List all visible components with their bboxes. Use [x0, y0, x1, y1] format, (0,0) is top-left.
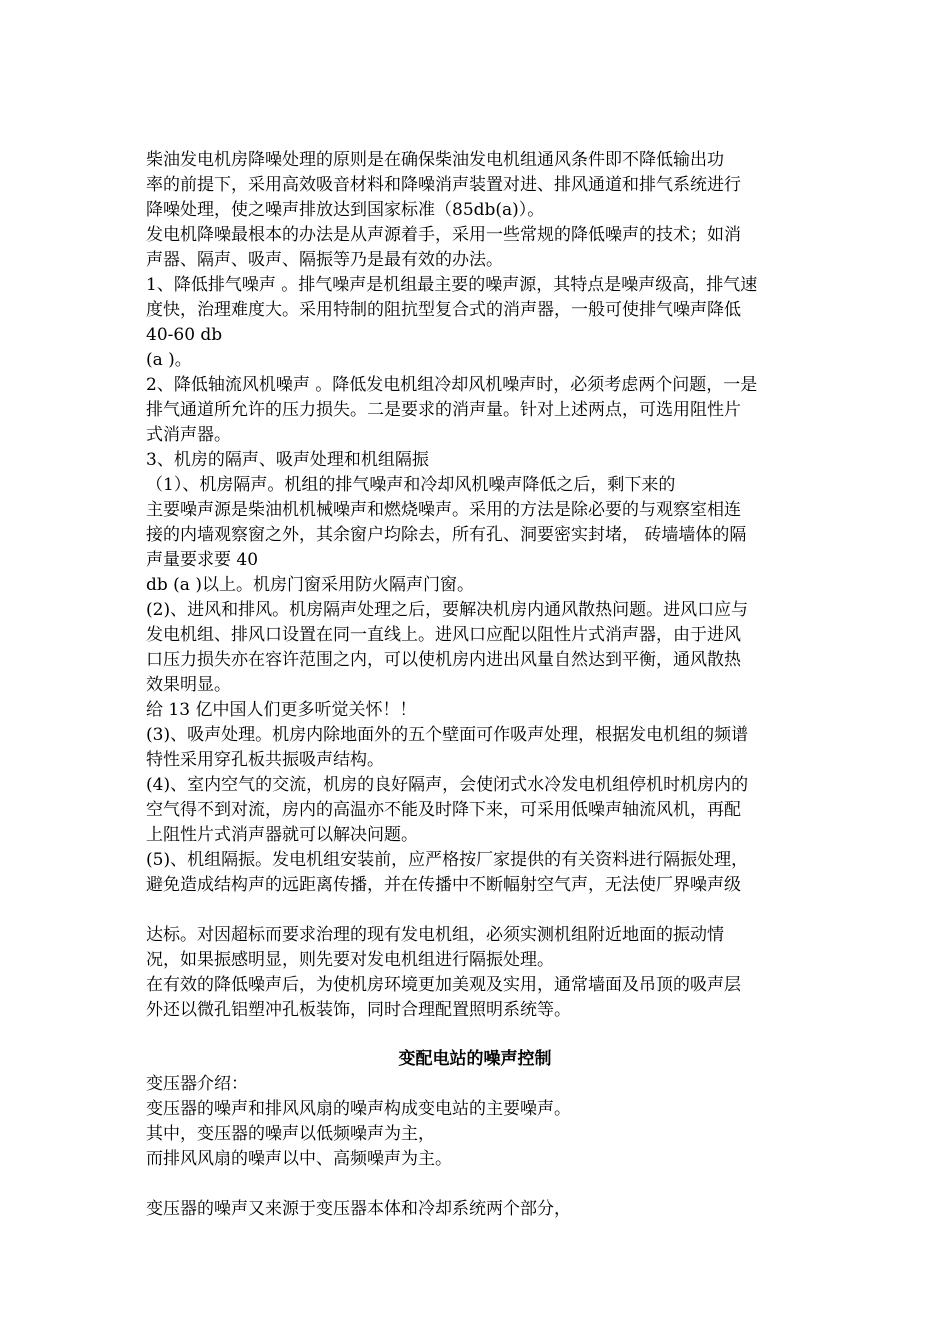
text-line: 特性采用穿孔板共振吸声结构。: [146, 750, 384, 770]
section-heading: 变配电站的噪声控制: [398, 1049, 552, 1069]
text-line: 而排风风扇的噪声以中、高频噪声为主。: [146, 1149, 452, 1169]
text-line: 达标。对因超标而要求治理的现有发电机组，必须实测机组附近地面的振动情: [146, 925, 724, 945]
text-line: 主要噪声源是柴油机机械噪声和燃烧噪声。采用的方法是除必要的与观察室相连: [146, 500, 741, 520]
text-line: 度快，治理难度大。采用特制的阻抗型复合式的消声器，一般可使排气噪声降低: [146, 300, 741, 320]
text-line: 发电机降噪最根本的办法是从声源着手，采用一些常规的降低噪声的技术；如消: [146, 225, 741, 245]
text-line: 式消声器。: [146, 425, 231, 445]
text-line: (5)、机组隔振。发电机组安装前，应严格按厂家提供的有关资料进行隔振处理，: [146, 850, 749, 870]
text-line: 发电机组、排风口设置在同一直线上。进风口应配以阻性片式消声器，由于进风: [146, 625, 741, 645]
text-line: 给 13 亿中国人们更多听觉关怀！！: [146, 700, 417, 720]
text-line: 效果明显。: [146, 675, 231, 695]
text-line: 降噪处理，使之噪声排放达到国家标准（85db(a)）。: [146, 200, 545, 220]
text-line: 外还以微孔铝塑冲孔板装饰，同时合理配置照明系统等。: [146, 1000, 571, 1020]
text-line: 2、降低轴流风机噪声 。降低发电机组冷却风机噪声时，必须考虑两个问题，一是: [146, 375, 758, 395]
text-line: db (a )以上。机房门窗采用防火隔声门窗。: [146, 575, 474, 595]
text-line: 变压器的噪声和排风风扇的噪声构成变电站的主要噪声。: [146, 1099, 571, 1119]
text-line: 声器、隔声、吸声、隔振等乃是最有效的办法。: [146, 250, 503, 270]
text-line: 避免造成结构声的远距离传播，并在传播中不断幅射空气声，无法使厂界噪声级: [146, 875, 741, 895]
text-line: 声量要求要 40: [146, 550, 259, 570]
text-line: (2)、进风和排风。机房隔声处理之后，要解决机房内通风散热问题。进风口应与: [146, 600, 749, 620]
text-line: 况，如果振感明显，则先要对发电机组进行隔振处理。: [146, 950, 554, 970]
text-line: (3)、吸声处理。机房内除地面外的五个壁面可作吸声处理，根据发电机组的频谱: [146, 725, 749, 745]
text-line: 空气得不到对流，房内的高温亦不能及时降下来，可采用低噪声轴流风机，再配: [146, 800, 741, 820]
text-line: 排气通道所允许的压力损失。二是要求的消声量。针对上述两点，可选用阻性片: [146, 400, 741, 420]
text-line: 率的前提下，采用高效吸音材料和降噪消声装置对进、排风通道和排气系统进行: [146, 175, 741, 195]
text-line: 40-60 db: [146, 325, 223, 345]
text-line: 变压器的噪声又来源于变压器本体和冷却系统两个部分，: [146, 1199, 571, 1219]
text-line: 上阻性片式消声器就可以解决问题。: [146, 825, 418, 845]
text-line: 柴油发电机房降噪处理的原则是在确保柴油发电机组通风条件即不降低输出功: [146, 150, 724, 170]
text-line: 其中，变压器的噪声以低频噪声为主，: [146, 1124, 435, 1144]
text-line: （1）、机房隔声。机组的排气噪声和冷却风机噪声降低之后，剩下来的: [146, 475, 676, 495]
text-line: 3、机房的隔声、吸声处理和机组隔振: [146, 450, 429, 470]
text-line: 接的内墙观察窗之外，其余窗户均除去，所有孔、洞要密实封堵， 砖墙墙体的隔: [146, 525, 747, 545]
text-line: 口压力损失亦在容许范围之内，可以使机房内进出风量自然达到平衡，通风散热: [146, 650, 741, 670]
text-line: 在有效的降低噪声后，为使机房环境更加美观及实用，通常墙面及吊顶的吸声层: [146, 975, 741, 995]
text-line: 1、降低排气噪声 。排气噪声是机组最主要的噪声源，其特点是噪声级高，排气速: [146, 275, 758, 295]
text-line: (a )。: [146, 350, 192, 370]
text-line: (4)、室内空气的交流，机房的良好隔声，会使闭式水冷发电机组停机时机房内的: [146, 775, 749, 795]
text-line: 变压器介绍：: [146, 1074, 248, 1094]
